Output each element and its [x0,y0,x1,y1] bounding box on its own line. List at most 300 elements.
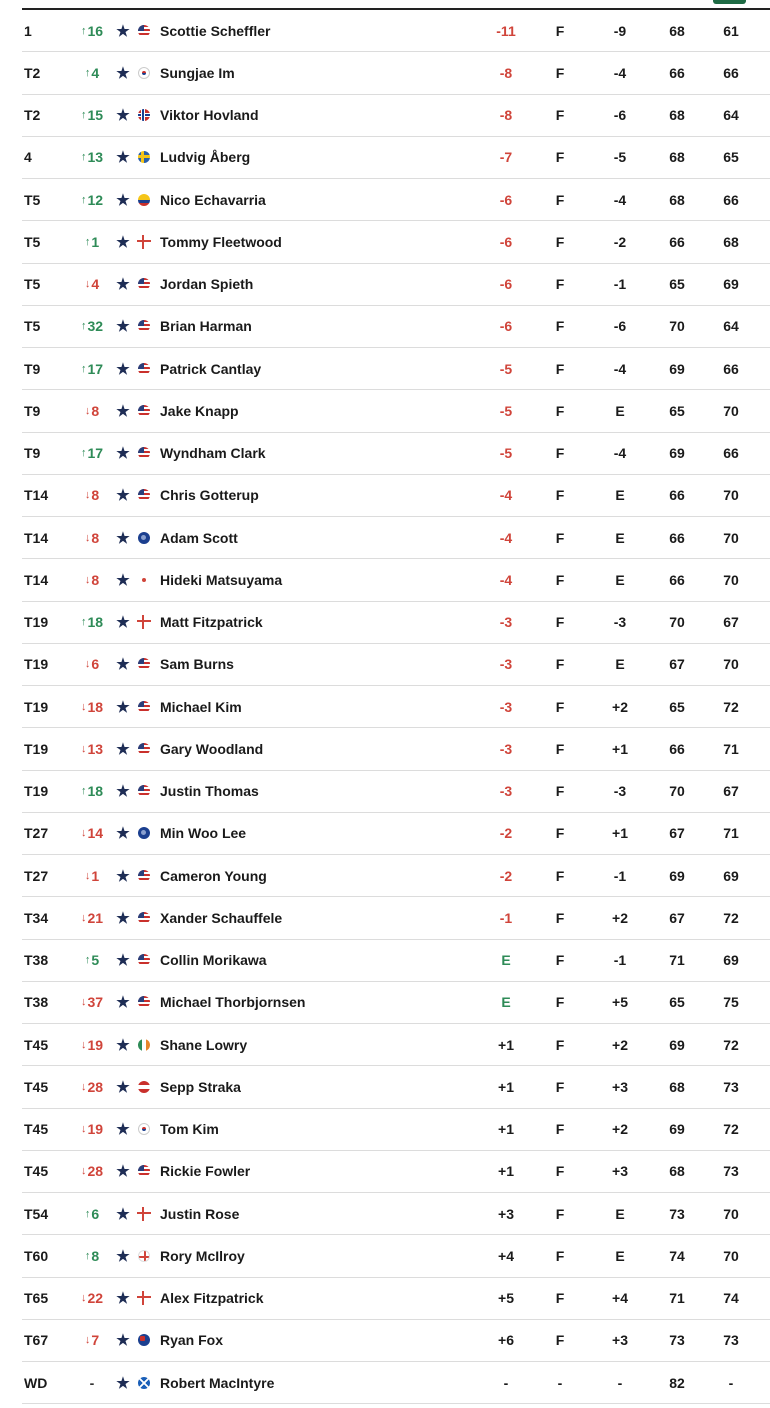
flag-eng-icon [136,1278,152,1319]
position: WD [24,1374,48,1391]
thru: F [555,1205,565,1222]
thru: - [557,1374,563,1391]
arrow-up-icon: ↑ [80,320,87,333]
round-score: E [615,1247,625,1264]
total-score: +4 [498,1247,514,1264]
favorite-star-icon[interactable]: ★ [116,1163,130,1181]
round-4-strokes: 66 [723,445,739,462]
arrow-down-icon: ↓ [80,1292,87,1305]
flag-usa-icon [138,278,150,290]
movement [72,855,112,896]
position: T9 [24,445,41,462]
flag-usa-icon [138,996,150,1008]
flag-eng-icon [137,615,151,629]
table-row[interactable] [22,221,770,263]
flag-irl-icon [138,1039,150,1051]
player-name[interactable]: Jake Knapp [160,402,239,419]
round-3-strokes: 66 [669,64,685,81]
player-name[interactable]: Collin Morikawa [160,952,267,969]
round-3-strokes: 71 [669,952,685,969]
table-row[interactable] [22,306,770,348]
favorite-star-icon[interactable]: ★ [116,487,130,505]
table-row[interactable] [22,686,770,728]
player-name[interactable]: Justin Thomas [160,783,259,800]
movement-value: 13 [87,149,104,166]
flag-kor-icon [136,1109,152,1150]
total-score: -7 [499,149,513,166]
movement-value: 18 [87,783,104,800]
favorite-star-icon[interactable]: ★ [116,1078,130,1096]
round-3-strokes: 65 [669,276,685,293]
round-3-strokes: 69 [669,867,685,884]
favorite-star-icon[interactable]: ★ [116,1332,130,1350]
total-score: +1 [498,1078,514,1095]
round-4-strokes: 74 [723,1290,739,1307]
table-row[interactable] [22,897,770,939]
round-score: -3 [613,614,627,631]
movement [72,517,112,558]
table-row[interactable] [22,559,770,601]
round-4-strokes: 69 [723,952,739,969]
round-score: -1 [613,276,627,293]
favorite-star-icon[interactable]: ★ [116,360,130,378]
flag-usa-icon [136,897,152,938]
flag-aus-icon [136,813,152,854]
round-score: E [615,571,625,588]
table-row[interactable] [22,1235,770,1277]
total-score: -4 [499,529,513,546]
movement [72,1320,112,1361]
favorite-star-icon[interactable]: ★ [116,64,130,82]
table-row[interactable] [22,10,770,52]
arrow-up-icon: ↑ [80,616,87,629]
player-name[interactable]: Shane Lowry [160,1036,248,1053]
table-row[interactable] [22,95,770,137]
round-4-strokes: 69 [723,276,739,293]
round-score: -6 [613,318,627,335]
favorite-star-icon[interactable]: ★ [116,1374,130,1392]
position: T45 [24,1036,49,1053]
arrow-down-icon: ↓ [80,827,87,840]
table-row[interactable] [22,1109,770,1151]
thru: F [555,825,565,842]
table-row[interactable] [22,348,770,390]
flag-eng-icon [137,1291,151,1305]
movement-value: 6 [91,1205,100,1222]
table-row[interactable] [22,940,770,982]
table-row[interactable] [22,771,770,813]
position: T45 [24,1078,49,1095]
favorite-star-icon[interactable]: ★ [116,318,130,336]
favorite-star-icon[interactable]: ★ [116,698,130,716]
player-name[interactable]: Matt Fitzpatrick [160,614,263,631]
flag-eng-icon [136,602,152,643]
flag-usa-icon [138,1165,150,1177]
arrow-down-icon: ↓ [80,1123,87,1136]
movement-value: 37 [87,994,104,1011]
player-name[interactable]: Scottie Scheffler [160,22,271,39]
arrow-up-icon: ↑ [80,785,87,798]
round-4-strokes: 71 [723,825,739,842]
arrow-down-icon: ↓ [80,911,87,924]
player-name[interactable]: Robert MacIntyre [160,1374,275,1391]
table-row[interactable] [22,264,770,306]
favorite-star-icon[interactable]: ★ [116,529,130,547]
flag-eng-icon [136,1193,152,1234]
flag-usa-icon [136,940,152,981]
player-name[interactable]: Cameron Young [160,867,267,884]
flag-usa-icon [138,701,150,713]
round-3-strokes: 82 [669,1374,685,1391]
total-score: +1 [498,1163,514,1180]
round-score: +2 [612,1121,628,1138]
player-name[interactable]: Rory McIlroy [160,1247,245,1264]
movement [72,221,112,262]
thru: F [555,64,565,81]
position: T5 [24,191,41,208]
favorite-star-icon[interactable]: ★ [116,867,130,885]
movement-value: 5 [91,952,100,969]
position: T5 [24,318,41,335]
total-score: -3 [499,740,513,757]
movement [72,1193,112,1234]
thru: F [555,656,565,673]
favorite-star-icon[interactable]: ★ [116,191,130,209]
movement [72,602,112,643]
movement [72,137,112,178]
movement [72,306,112,347]
favorite-star-icon[interactable]: ★ [116,1205,130,1223]
favorite-star-icon[interactable]: ★ [116,233,130,251]
round-4-strokes: 70 [723,1205,739,1222]
table-row[interactable] [22,644,770,686]
round-4-strokes: 72 [723,909,739,926]
player-name[interactable]: Alex Fitzpatrick [160,1290,264,1307]
thru: F [555,909,565,926]
arrow-up-icon: ↑ [80,24,87,37]
flag-usa-icon [136,475,152,516]
total-score: -5 [499,445,513,462]
favorite-star-icon[interactable]: ★ [116,740,130,758]
total-score: -8 [499,107,513,124]
table-row[interactable] [22,179,770,221]
total-score: - [503,1374,509,1391]
player-name[interactable]: Min Woo Lee [160,825,247,842]
favorite-star-icon[interactable]: ★ [116,402,130,420]
arrow-up-icon: ↑ [84,954,91,967]
thru: F [555,571,565,588]
player-name[interactable]: Viktor Hovland [160,107,259,124]
favorite-star-icon[interactable]: ★ [116,909,130,927]
movement [72,897,112,938]
thru: F [555,740,565,757]
round-3-strokes: 71 [669,1290,685,1307]
movement-value: 15 [87,107,104,124]
arrow-down-icon: ↓ [84,573,91,586]
thru: F [555,952,565,969]
round-3-strokes: 70 [669,783,685,800]
flag-usa-icon [136,686,152,727]
arrow-down-icon: ↓ [80,742,87,755]
movement-value: 19 [87,1121,104,1138]
flag-usa-icon [136,10,152,51]
favorite-star-icon[interactable]: ★ [116,825,130,843]
round-4-strokes: 69 [723,867,739,884]
movement [72,982,112,1023]
position: 1 [24,22,32,39]
movement-value: 32 [87,318,104,335]
round-4-strokes: 66 [723,191,739,208]
round-3-strokes: 66 [669,740,685,757]
thru: F [555,614,565,631]
movement [72,348,112,389]
arrow-down-icon: ↓ [80,1038,87,1051]
table-row[interactable] [22,1193,770,1235]
player-name[interactable]: Justin Rose [160,1205,240,1222]
position: T27 [24,867,49,884]
round-4-strokes: 70 [723,1247,739,1264]
favorite-star-icon[interactable]: ★ [116,614,130,632]
total-score: +3 [498,1205,514,1222]
player-name[interactable]: Tom Kim [160,1121,219,1138]
total-score: -4 [499,571,513,588]
table-row[interactable] [22,982,770,1024]
flag-kor-icon [138,67,150,79]
favorite-star-icon[interactable]: ★ [116,1290,130,1308]
arrow-down-icon: ↓ [80,1165,87,1178]
table-row[interactable] [22,728,770,770]
round-4-strokes: 68 [723,233,739,250]
round-4-strokes: 70 [723,571,739,588]
round-3-strokes: 68 [669,1078,685,1095]
favorite-star-icon[interactable]: ★ [116,1247,130,1265]
player-name[interactable]: Wyndham Clark [160,445,266,462]
movement [72,1235,112,1276]
player-name[interactable]: Michael Kim [160,698,242,715]
player-name[interactable]: Sam Burns [160,656,234,673]
round-score: -4 [613,191,627,208]
player-name[interactable]: Ludvig Åberg [160,149,251,166]
corner-tab[interactable] [713,0,746,4]
thru: F [555,529,565,546]
table-row[interactable] [22,1278,770,1320]
table-row[interactable] [22,137,770,179]
arrow-down-icon: ↓ [80,700,87,713]
thru: F [555,360,565,377]
movement [72,686,112,727]
favorite-star-icon[interactable]: ★ [116,1121,130,1139]
thru: F [555,233,565,250]
round-3-strokes: 68 [669,149,685,166]
table-row[interactable] [22,433,770,475]
round-score: +2 [612,1036,628,1053]
round-4-strokes: 72 [723,1121,739,1138]
round-3-strokes: 65 [669,994,685,1011]
flag-sco-icon [136,1362,152,1403]
table-row[interactable] [22,813,770,855]
round-4-strokes: 64 [723,318,739,335]
player-name[interactable]: Xander Schauffele [160,909,283,926]
round-score: E [615,656,625,673]
flag-aut-icon [138,1081,150,1093]
total-score: +1 [498,1036,514,1053]
flag-usa-icon [138,785,150,797]
total-score: +5 [498,1290,514,1307]
flag-aut-icon [136,1066,152,1107]
arrow-down-icon: ↓ [84,278,91,291]
movement [72,390,112,431]
thru: F [555,1121,565,1138]
position: T27 [24,825,49,842]
movement [72,813,112,854]
player-name[interactable]: Nico Echavarria [160,191,266,208]
round-3-strokes: 66 [669,487,685,504]
round-score: -5 [613,149,627,166]
favorite-star-icon[interactable]: ★ [116,783,130,801]
table-row[interactable] [22,855,770,897]
favorite-star-icon[interactable]: ★ [116,952,130,970]
position: T38 [24,952,49,969]
favorite-star-icon[interactable]: ★ [116,276,130,294]
table-row[interactable] [22,1066,770,1108]
table-row[interactable] [22,1151,770,1193]
flag-usa-icon [138,658,150,670]
favorite-star-icon[interactable]: ★ [116,571,130,589]
round-score: +1 [612,825,628,842]
position: 4 [24,149,32,166]
thru: F [555,149,565,166]
round-score: - [617,1374,623,1391]
position: T19 [24,656,49,673]
favorite-star-icon[interactable]: ★ [116,445,130,463]
round-score: -2 [613,233,627,250]
total-score: -1 [499,909,513,926]
arrow-down-icon: ↓ [84,489,91,502]
position: T14 [24,487,49,504]
total-score: -6 [499,191,513,208]
table-row[interactable] [22,390,770,432]
flag-eng-icon [137,1207,151,1221]
flag-aus-icon [138,532,150,544]
player-name[interactable]: Sepp Straka [160,1078,241,1095]
position: T38 [24,994,49,1011]
thru: F [555,402,565,419]
round-4-strokes: 72 [723,698,739,715]
favorite-star-icon[interactable]: ★ [116,22,130,40]
flag-usa-icon [136,433,152,474]
player-name[interactable]: Chris Gotterup [160,487,259,504]
movement-value: 4 [91,276,100,293]
movement-value: 12 [87,191,104,208]
player-name[interactable]: Michael Thorbjornsen [160,994,306,1011]
table-row[interactable] [22,475,770,517]
movement [72,52,112,93]
round-4-strokes: 71 [723,740,739,757]
player-name[interactable]: Sungjae Im [160,64,235,81]
flag-eng-icon [136,221,152,262]
total-score: -6 [499,276,513,293]
position: T19 [24,740,49,757]
arrow-up-icon: ↑ [84,1207,91,1220]
total-score: -8 [499,64,513,81]
flag-usa-icon [138,912,150,924]
favorite-star-icon[interactable]: ★ [116,149,130,167]
favorite-star-icon[interactable]: ★ [116,994,130,1012]
movement-value: 19 [87,1036,104,1053]
round-4-strokes: 70 [723,487,739,504]
thru: F [555,1332,565,1349]
table-row[interactable] [22,1024,770,1066]
total-score: -6 [499,233,513,250]
round-score: +4 [612,1290,628,1307]
table-row[interactable] [22,602,770,644]
movement-value: 22 [87,1290,104,1307]
arrow-up-icon: ↑ [84,1249,91,1262]
round-3-strokes: 66 [669,233,685,250]
player-name[interactable]: Jordan Spieth [160,276,254,293]
round-score: E [615,402,625,419]
movement-value: 8 [91,1247,100,1264]
table-row[interactable] [22,1320,770,1362]
flag-usa-icon [138,25,150,37]
total-score: -3 [499,783,513,800]
position: T9 [24,402,41,419]
position: T45 [24,1121,49,1138]
player-name[interactable]: Hideki Matsuyama [160,571,283,588]
movement [72,1024,112,1065]
player-name[interactable]: Brian Harman [160,318,252,335]
player-name[interactable]: Patrick Cantlay [160,360,262,377]
round-score: +3 [612,1078,628,1095]
movement-value: 6 [91,656,100,673]
table-row[interactable] [22,517,770,559]
position: T67 [24,1332,49,1349]
movement-value: 8 [91,487,100,504]
player-name[interactable]: Rickie Fowler [160,1163,251,1180]
total-score: -11 [496,22,516,39]
player-name[interactable]: Ryan Fox [160,1332,224,1349]
arrow-up-icon: ↑ [80,151,87,164]
flag-kor-icon [138,1123,150,1135]
player-name[interactable]: Gary Woodland [160,740,264,757]
favorite-star-icon[interactable]: ★ [116,107,130,125]
table-row[interactable] [22,1362,770,1404]
flag-nir-icon [136,1235,152,1276]
round-score: -6 [613,107,627,124]
round-3-strokes: 68 [669,1163,685,1180]
thru: F [555,1036,565,1053]
round-4-strokes: 73 [723,1163,739,1180]
round-4-strokes: 66 [723,360,739,377]
round-4-strokes: 66 [723,64,739,81]
round-3-strokes: 66 [669,571,685,588]
flag-usa-icon [136,982,152,1023]
position: T19 [24,783,49,800]
favorite-star-icon[interactable]: ★ [116,656,130,674]
table-row[interactable] [22,52,770,94]
round-score: -1 [613,867,627,884]
round-score: -4 [613,360,627,377]
thru: F [555,1290,565,1307]
player-name[interactable]: Tommy Fleetwood [160,233,282,250]
movement-value: 8 [91,402,100,419]
thru: F [555,445,565,462]
player-name[interactable]: Adam Scott [160,529,238,546]
movement-value: 8 [91,529,100,546]
favorite-star-icon[interactable]: ★ [116,1036,130,1054]
thru: F [555,698,565,715]
flag-aus-icon [138,827,150,839]
